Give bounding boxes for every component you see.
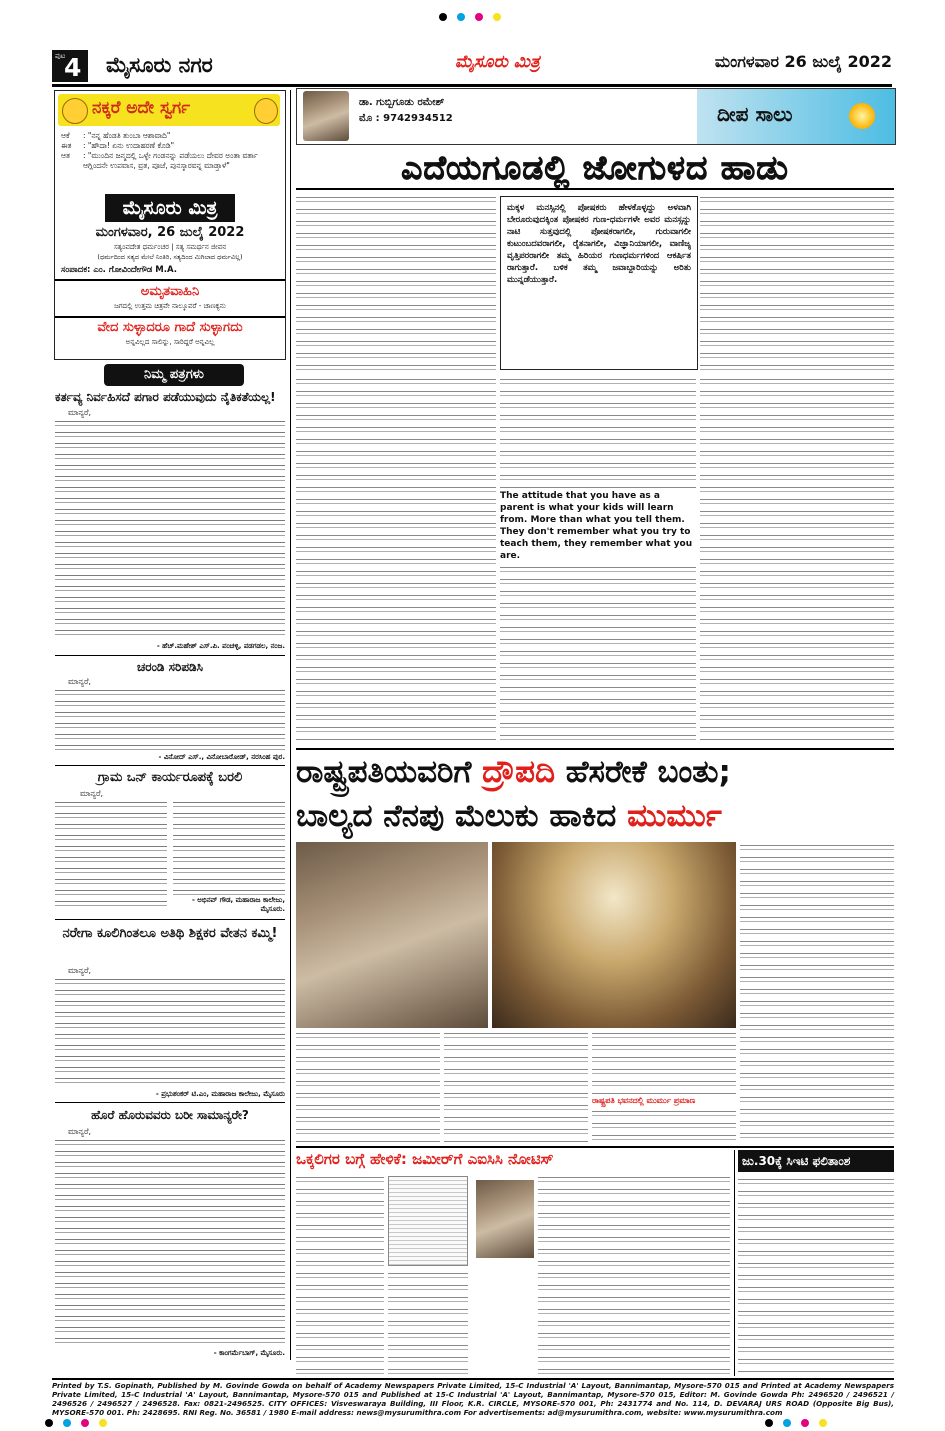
magenta-dot: [81, 1419, 89, 1427]
okkaliga-body-col3: [538, 1174, 730, 1374]
letters-banner: ನಿಮ್ಮ ಪತ್ರಗಳು: [104, 364, 244, 386]
amrutavahini-title: ಅಮೃತವಾಹಿನಿ: [140, 284, 200, 299]
letter-salutation: ಮಾನ್ಯರೆ,: [68, 1127, 92, 1136]
letter-body: [55, 1138, 285, 1348]
editor-line: ಸಂಪಾದಕ: ಎಂ. ಗೋವಿಂದೇಗೌಡ M.A.: [61, 265, 177, 275]
cet-body: [738, 1176, 894, 1374]
divider: [55, 279, 285, 281]
president-body-col2: [444, 1030, 588, 1142]
columnist-mobile: ಮೊ : 9742934512: [359, 113, 453, 124]
letter-title: ಗ್ರಾಮ ಒನ್ ಕಾರ್ಯರೂಪಕ್ಕೆ ಬರಲಿ: [97, 770, 243, 785]
headline-part: ರಾಷ್ಟ್ರಪತಿಯವರಿಗೆ: [296, 754, 472, 790]
president-body-col3-bottom: [592, 1108, 736, 1142]
nakkare-banner: [58, 94, 280, 126]
president-headline-line1: [296, 752, 894, 792]
joke-speaker: ಆಕೆ: [61, 131, 70, 140]
president-body-col-right: [740, 842, 894, 1142]
veda-title: ವೇದ ಸುಳ್ಳಾದರೂ ಗಾದೆ ಸುಳ್ಳಾಗದು: [97, 320, 243, 335]
president-headline-line2: [296, 796, 894, 836]
paper-tagline-sub: (ಧರ್ಮದಿಂದ ಸತ್ಯದ ಮೇಲೆ ನಿಂತಿರಿ, ಸತ್ಯದಿಂದ ಮಿಗಿಲಾದ ಧರ್ಮವಿಲ್ಲ): [97, 253, 243, 261]
column-separator: [734, 1150, 735, 1376]
paper-name-logo: ಮೈಸೂರು ಮಿತ್ರ: [105, 194, 235, 222]
yellow-dot: [493, 13, 501, 21]
header-rule: [52, 84, 892, 87]
paper-date: ಮಂಗಳವಾರ, 26 ಜುಲೈ 2022: [95, 225, 245, 240]
letter-body-col1: [55, 800, 167, 912]
divider: [296, 748, 894, 750]
footer-imprint: Printed by T.S. Gopinath, Published by M. Govinde Gowda on behalf of Academy Newspapers Private Limited, 15-C Industrial 'A' Layout, Bannimantap, Mysore-570 015 and Printed at Academy Newspapers Private Limited, 15-C Industrial 'A' Layout, Bannimantap, Mysore-570 015 and Published at 15-C Industrial 'A' Layout, Bannimantap, Mysore-570 015, Editor: M. Govinde Gowda Ph: 2496520 / 2496521 / 2496526 / 2496527 / 2496528. Fax: 0821-2496525. CITY OFFICES: Visveswaraya Building, III Floor, K.R. CIRCLE, MYSORE-570 001, Ph: 2431774 and No. 114, D. DEVARAJ URS ROAD (Opposite Big Bus), MYSORE-570 001. Ph: 2428695. RNI Reg. No. 36581 / 1980 E-mail address: news@mysurumithra.com For advertisements: ad@mysurumithra.com, website: www.mysurumithra.com: [52, 1381, 894, 1417]
oath-photo: [296, 842, 488, 1028]
joke-line: [61, 151, 279, 171]
black-dot: [439, 13, 447, 21]
column-title: ದೀಪ ಸಾಲು: [717, 102, 793, 126]
headline-part: ಹೆಸರೇಕೆ ಬಂತು;: [565, 754, 731, 790]
lead-body-col1-top: [296, 194, 496, 372]
column-banner: [697, 89, 895, 144]
amrutavahini-text: ಜಗದಲ್ಲಿ ಉತ್ತಮ ಚಿತ್ರವೇ ನಾಲ್ಕೂವರೆ - ಚಾಣಕ್ಯನು: [114, 302, 226, 310]
joke-text: : "ಮುಂದಿನ ಜನ್ಮದಲ್ಲಿ ಒಳ್ಳೇ ಗಂಡನನ್ನು ಪಡೆಯಲು ದೇವರ ಅಂತಾ ವರ್ತಾ ಆಗ್ಲಿಂದನೇ ಉಪವಾಸ, ವ್ರತ, ಪೂಜೆ, ಪುನಸ್ಕಾರವನ್ನ ಮಾಡ್ತಾಳೆ": [83, 151, 258, 170]
headline-highlight: ಮುರ್ಮು: [627, 798, 722, 834]
okkaliga-headline-text: ಒಕ್ಕಲಿಗರ ಬಗ್ಗೆ ಹೇಳಿಕೆ: ಜಮೀರ್‌ಗೆ ಎಐಸಿಸಿ ನೋಟಿಸ್: [296, 1150, 554, 1168]
columnist-name: ಡಾ. ಗುಬ್ಬಿಗೂಡು ರಮೇಶ್: [359, 97, 445, 108]
president-body-col3: [592, 1030, 736, 1094]
divider: [296, 188, 894, 190]
cartoon-face-icon: [254, 98, 278, 124]
parliament-hall-photo: [492, 842, 736, 1028]
letter-salutation: ಮಾನ್ಯರೆ,: [68, 408, 92, 417]
black-dot: [45, 1419, 53, 1427]
veda-text: ಅನ್ನವಿಲ್ಲದ ಸಾಲಿನ್ನು, ಸಾರಿದ್ದರೆ ಅನ್ನವಿಲ್ಲ: [125, 338, 215, 346]
lead-body-col2: [500, 376, 696, 490]
letter-signature: - ಪ್ರಭುಶಂಕರ್ ಟಿ.ಎಂ, ಮಹಾರಾಜ ಕಾಲೇಜು, ಮೈಸೂರು: [155, 1090, 285, 1098]
english-quote: The attitude that you have as a parent is what your kids will learn from. More than what you tell them. They don't remember what you try to teach them, they remember what you are.: [500, 491, 693, 561]
lead-headline: ಎದೆಯಗೂಡಲ್ಲಿ ಜೋಗುಳದ ಹಾಡು: [401, 148, 789, 187]
lead-body-col3-top: [700, 194, 894, 372]
cyan-dot: [63, 1419, 71, 1427]
paper-tagline: ಸತ್ಯಂವದೇತ ಧರ್ಮಂಚರ | ಸತ್ಯ ಸಮರ್ಥನ ಜೀವನ: [113, 243, 227, 251]
yellow-dot: [99, 1419, 107, 1427]
divider: [55, 765, 285, 766]
lead-headline-box: [296, 146, 894, 188]
letter-title: ಕರ್ತವ್ಯ ನಿರ್ವಹಿಸದೆ ಪಗಾರ ಪಡೆಯುವುದು ನೈತಿಕತೆಯಲ್ಲ!: [55, 390, 276, 404]
masthead-small: ಮೈಸೂರು ಮಿತ್ರ: [455, 52, 540, 72]
registration-marks-bottom-right: [760, 1412, 910, 1431]
headline-part: ಬಾಲ್ಯದ ನೆನಪು ಮೆಲುಕು ಹಾಕಿದ: [296, 798, 617, 834]
okkaliga-body-col1: [296, 1174, 384, 1374]
letter-title: ಚರಂಡಿ ಸರಿಪಡಿಸಿ: [137, 660, 203, 674]
nakkare-joke: [61, 131, 279, 171]
joke-speaker: ಈತ: [61, 141, 72, 150]
letter-title: ನರೇಗಾ ಕೂಲಿಗಿಂತಲೂ ಅತಿಥಿ ಶಿಕ್ಷಕರ ವೇತನ ಕಮ್ಮಿ!: [62, 926, 278, 941]
letter-signature: - ಕಾಂಗರ್ಮೆಬಾಗ್, ಮೈಸೂರು.: [213, 1349, 285, 1357]
magenta-dot: [475, 13, 483, 21]
registration-marks-top: [370, 6, 570, 25]
letter-signature: - ಹೆಚ್.ಮಹೇಶ್ ಎಸ್.ಪಿ. ಪಂಚಳ್ಳಿ, ಪಡಗಡಲ, ನಂಜ.: [156, 642, 285, 650]
page-label: ಪುಟ: [55, 52, 66, 60]
pull-quote-box: [500, 196, 698, 370]
cyan-dot: [783, 1419, 791, 1427]
okkaliga-body-col2: [388, 1270, 468, 1374]
zameer-photo: [476, 1180, 534, 1258]
letter-title: ಹೊರೆ ಹೊರುವವರು ಬರೀ ಸಾಮಾನ್ಯರೇ?: [91, 1108, 249, 1122]
joke-line: [61, 141, 279, 151]
joke-line: [61, 131, 279, 141]
lead-body-col2-bottom: [500, 564, 696, 742]
letter-body: [55, 419, 285, 639]
joke-text: : "ಹೌದಾ! ಏನು ಉದಾಹರಣೆ ಕೊಡಿ": [83, 141, 175, 150]
columnist-photo: [303, 91, 349, 141]
divider: [55, 316, 285, 318]
okkaliga-headline: [296, 1150, 730, 1168]
lamp-icon: [847, 101, 877, 131]
president-body-col1: [296, 1030, 440, 1142]
notice-document-image: [388, 1176, 468, 1266]
pull-quote-text: ಮಕ್ಕಳ ಮನಸ್ಸಿನಲ್ಲಿ ಪೋಷಕರು ಹೇಳಕೊಳ್ಳದ್ದು ಅಳವಾಗಿ ಬೇರೂರುವುದಕ್ಕಿಂತ ಪೋಷಕರ ಗುಣ-ಧರ್ಮಗಳೇ ಅವರ ಮನಸ್ಸನ್ನು ನಾಟಿ ಸುತ್ತವುದಲ್ಲಿ ಪೋಷಕರಾಗಲೀ, ಗುರುವಾಗಲೀ ಕುಟುಂಬದವರಾಗಲೀ, ರೈತನಾಗಲೀ, ವಿಜ್ಞಾನಿಯಾಗಲೀ, ವಾಣಿಜ್ಯ ವೃತ್ತಿಪರರಾಗಲೀ ತಮ್ಮ ಹಿರಿಯರ ಗುಣಧರ್ಮಗಳಿಂದ ಆಕರ್ಷಿತ ರಾಗುತ್ತಾರೆ. ಬಳಿಕ ತಮ್ಮ ಜವಾಬ್ದಾರಿಯನ್ನು ಅರಿತು ಮುನ್ನಡೆಯುತ್ತಾರೆ.: [507, 203, 691, 285]
letter-signature: - ಅಭಿನವ್ ಗೌಡ, ಮಹಾರಾಜ ಕಾಲೇಜು, ಮೈಸೂರು.: [191, 896, 285, 913]
page-number: 4: [64, 53, 82, 82]
column-separator: [290, 90, 291, 1360]
nakkare-panel: [54, 90, 286, 360]
section-title: ಮೈಸೂರು ನಗರ: [106, 53, 213, 77]
laughing-face-icon: [62, 98, 88, 124]
letter-salutation: ಮಾನ್ಯರೆ,: [80, 789, 104, 798]
joke-text: : "ನನ್ನ ಹೆಂಡತಿ ತುಂಬಾ ಆಶಾವಾದಿ": [83, 131, 171, 140]
headline-highlight: ದ್ರೌಪದಿ: [482, 754, 555, 790]
magenta-dot: [801, 1419, 809, 1427]
nakkare-title: ನಕ್ಕರೆ ಅದೇ ಸ್ವರ್ಗ: [92, 98, 191, 118]
columnist-bar: [296, 88, 896, 145]
letter-body: [55, 977, 285, 1089]
letter-body: [55, 688, 285, 752]
divider: [296, 1146, 894, 1148]
page-number-box: [52, 50, 88, 82]
letter-salutation: ಮಾನ್ಯರೆ,: [68, 966, 92, 975]
letter-salutation: ಮಾನ್ಯರೆ,: [68, 677, 92, 686]
letter-body-col2: [173, 800, 285, 895]
photo-caption: ರಾಷ್ಟ್ರಪತಿ ಭವನದಲ್ಲಿ ಮುರ್ಮು ಪ್ರಮಾಣ: [592, 1096, 696, 1105]
black-dot: [765, 1419, 773, 1427]
registration-marks-bottom-left: [40, 1412, 190, 1431]
divider: [55, 1102, 285, 1103]
divider: [55, 919, 285, 920]
header-date: ಮಂಗಳವಾರ 26 ಜುಲೈ 2022: [714, 52, 892, 71]
lead-body-col3: [700, 376, 894, 742]
joke-speaker: ಆತ: [61, 151, 70, 160]
cet-headline: ಜು.30ಕ್ಕೆ ಸಿಇಟಿ ಫಲಿತಾಂಶ: [738, 1150, 894, 1172]
cyan-dot: [457, 13, 465, 21]
lead-body-col1: [296, 376, 496, 742]
divider: [55, 655, 285, 656]
yellow-dot: [819, 1419, 827, 1427]
letter-signature: - ವಿನೋದ್ ಎಸ್., ವಿನೋಬಾರೋಡ್, ನರಸಿಂಹ ಪುರ.: [158, 753, 285, 761]
